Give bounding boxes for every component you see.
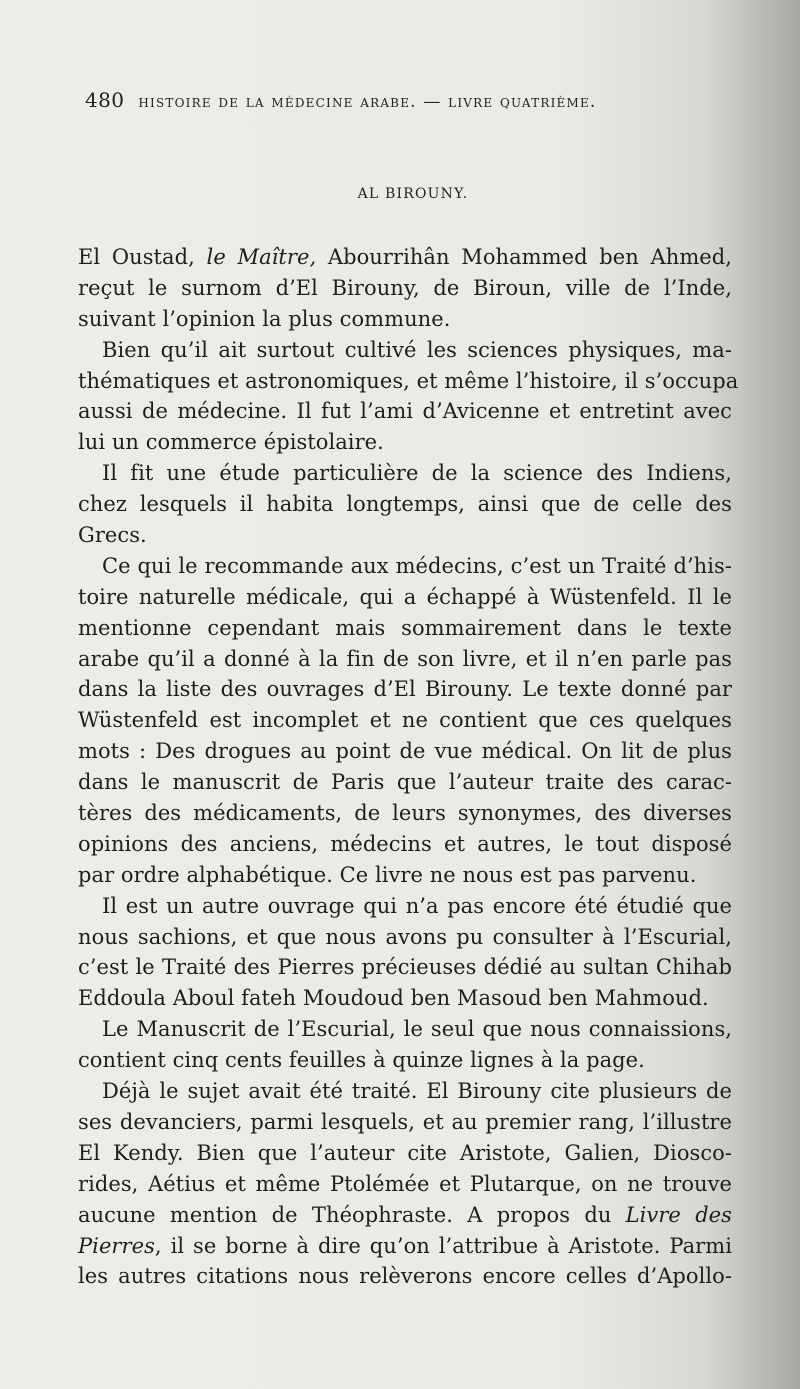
text-segment: contient cinq cents feuilles à quinze lignes à la page. [78, 1048, 645, 1073]
text-line [78, 829, 732, 860]
text-segment: , il se borne à dire qu’on l’attribue à Aristote. Parmi [154, 1233, 732, 1258]
text-segment: c’est le Traité des Pierres précieuses dédié au sultan Chihab [78, 955, 732, 980]
text-segment: Bien qu’il ait surtout cultivé les sciences physiques, ma- [102, 337, 732, 362]
text-line [78, 983, 732, 1014]
text-segment: aucune mention de Théophraste. A propos du [78, 1202, 626, 1227]
text-segment: nous sachions, et que nous avons pu consulter à l’Escurial, [78, 924, 732, 949]
text-line [78, 396, 732, 427]
text-line [78, 1231, 732, 1262]
text-segment: dans le manuscrit de Paris que l’auteur traite des carac- [78, 770, 732, 795]
text-line [78, 644, 732, 675]
body-text [78, 242, 739, 1292]
text-segment: Ce qui le recommande aux médecins, c’est un Traité d’his- [102, 553, 732, 578]
text-line [78, 1014, 732, 1045]
text-line [78, 1261, 732, 1292]
text-line [78, 674, 732, 705]
text-segment: Eddoula Aboul fateh Moudoud ben Masoud ben Mahmoud. [78, 986, 709, 1011]
text-line [78, 1107, 732, 1138]
text-line [78, 427, 732, 458]
text-segment: aussi de médecine. Il fut l’ami d’Avicenne et entretint avec [78, 399, 732, 424]
text-line [78, 551, 732, 582]
text-line [78, 952, 732, 983]
text-line [78, 860, 732, 891]
text-segment: thématiques et astronomiques, et même l’histoire, il s’occupa [78, 368, 739, 393]
text-segment: lui un commerce épistolaire. [78, 430, 384, 455]
text-segment: Il fit une étude particulière de la science des Indiens, [102, 461, 732, 486]
text-segment: suivant l’opinion la plus commune. [78, 306, 451, 331]
italic-text: Pierres [78, 1233, 155, 1258]
text-segment: mots : Des drogues au point de vue médical. On lit de plus [78, 739, 732, 764]
text-segment: El Kendy. Bien que l’auteur cite Aristote, Galien, Diosco- [78, 1140, 732, 1165]
text-segment: Grecs. [78, 523, 147, 548]
text-segment: Wüstenfeld est incomplet et ne contient que ces quelques [78, 708, 732, 733]
text-line [78, 736, 732, 767]
text-line [78, 798, 732, 829]
text-line [78, 458, 732, 489]
page-number: 480 [85, 88, 125, 112]
text-segment: toire naturelle médicale, qui a échappé à Wüstenfeld. Il le [78, 584, 732, 609]
text-segment: par ordre alphabétique. Ce livre ne nous est pas parvenu. [78, 862, 697, 887]
text-line [78, 242, 732, 273]
text-segment: reçut le surnom d’El Birouny, de Biroun, ville de l’Inde, [78, 275, 732, 300]
text-line [78, 366, 739, 397]
text-segment: Il est un autre ouvrage qui n’a pas encore été étudié que [102, 893, 732, 918]
text-line [78, 705, 732, 736]
text-segment: mentionne cependant mais sommairement dans le texte [78, 615, 732, 640]
text-line [78, 1169, 732, 1200]
text-line [78, 335, 732, 366]
running-head [85, 88, 705, 112]
text-segment: ses devanciers, parmi lesquels, et au premier rang, l’illustre [78, 1109, 732, 1134]
text-line [78, 304, 732, 335]
running-title: histoire de la médecine arabe. — livre quatrième. [138, 92, 597, 112]
text-line [78, 613, 732, 644]
text-line [78, 891, 732, 922]
text-line [78, 1138, 732, 1169]
text-line [78, 489, 732, 520]
text-line [78, 1045, 732, 1076]
text-line [78, 767, 732, 798]
text-line [78, 582, 732, 613]
italic-text: Livre des [625, 1202, 732, 1227]
section-title: AL BIROUNY. [357, 186, 469, 202]
text-segment: Le Manuscrit de l’Escurial, le seul que nous connaissions, [102, 1017, 732, 1042]
text-line [78, 1200, 732, 1231]
text-line [78, 922, 732, 953]
text-segment: les autres citations nous relèverons encore celles d’Apollo- [78, 1264, 732, 1289]
text-segment: rides, Aétius et même Ptolémée et Plutarque, on ne trouve [78, 1171, 732, 1196]
text-segment: opinions des anciens, médecins et autres, le tout disposé [78, 831, 732, 856]
text-line [78, 273, 732, 304]
text-segment: arabe qu’il a donné à la fin de son livre, et il n’en parle pas [78, 646, 732, 671]
text-segment: El Oustad, [78, 245, 207, 269]
text-line [78, 520, 732, 551]
text-segment: Déjà le sujet avait été traité. El Birouny cite plusieurs de [102, 1079, 732, 1104]
text-line [78, 1076, 732, 1107]
text-segment: chez lesquels il habita longtemps, ainsi que de celle des [78, 492, 732, 517]
italic-text: le Maître, [206, 245, 317, 269]
text-segment: dans la liste des ouvrages d’El Birouny. Le texte donné par [78, 677, 732, 702]
text-segment: Abourrihân Mohammed ben Ahmed, [316, 245, 733, 269]
text-segment: tères des médicaments, de leurs synonymes, des diverses [78, 801, 732, 826]
